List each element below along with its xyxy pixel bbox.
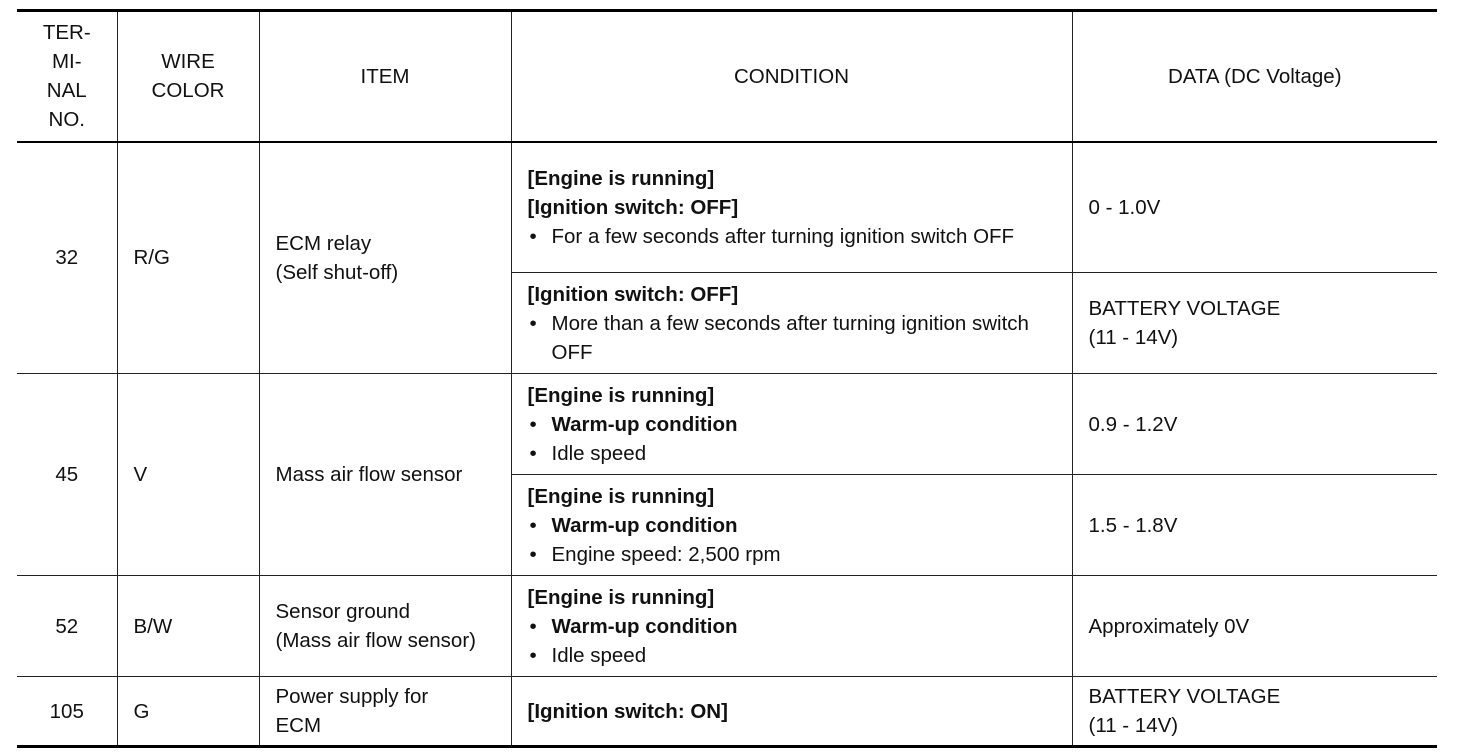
table-row <box>17 142 1437 273</box>
table-row <box>17 374 1437 475</box>
condition-heading: [Engine is running] <box>527 166 715 190</box>
item-cell <box>259 576 511 677</box>
condition-bullet: • Engine speed: 2,500 rpm <box>528 540 1060 569</box>
item-line: (Mass air flow sensor) <box>275 629 476 652</box>
ecm-terminal-table <box>17 9 1437 748</box>
header-data: DATA (DC Voltage) <box>1072 11 1437 142</box>
data-value: 0 - 1.0V <box>1072 142 1437 273</box>
item-line: (Self shut-off) <box>275 260 399 284</box>
condition-heading: [Ignition switch: OFF] <box>527 282 739 306</box>
item-line: ECM relay <box>275 231 372 255</box>
condition-heading: [Engine is running] <box>527 484 715 508</box>
item-line: Mass air flow sensor <box>275 463 463 486</box>
data-value: BATTERY VOLTAGE (11 - 14V) <box>1072 677 1437 747</box>
condition-bullet: • Warm-up condition <box>528 511 1060 540</box>
header-wire-color: WIRE COLOR <box>117 11 259 142</box>
condition-bullet: • Warm-up condition <box>528 612 1060 641</box>
wire-color: B/W <box>117 576 259 677</box>
data-value: BATTERY VOLTAGE (11 - 14V) <box>1072 273 1437 374</box>
condition-cell <box>511 475 1072 576</box>
terminal-number: 52 <box>17 576 117 677</box>
item-cell <box>259 374 511 576</box>
condition-bullet: • Idle speed <box>528 641 1060 670</box>
condition-bullet: • For a few seconds after turning ignition switch OFF <box>528 222 1060 251</box>
terminal-number: 32 <box>17 142 117 374</box>
item-line: Sensor ground <box>275 600 410 623</box>
terminal-number: 45 <box>17 374 117 576</box>
condition-cell <box>511 576 1072 677</box>
header-terminal: TER- MI- NAL NO. <box>17 11 117 142</box>
condition-heading: [Engine is running] <box>527 383 715 407</box>
header-condition: CONDITION <box>511 11 1072 142</box>
data-value: Approximately 0V <box>1072 576 1437 677</box>
header-row <box>17 11 1437 142</box>
terminal-number: 105 <box>17 677 117 747</box>
data-value: 0.9 - 1.2V <box>1072 374 1437 475</box>
item-cell <box>259 142 511 374</box>
item-cell <box>259 677 511 747</box>
wire-color: G <box>117 677 259 747</box>
condition-heading: [Ignition switch: OFF] <box>527 195 739 219</box>
wire-color: R/G <box>117 142 259 374</box>
data-value: 1.5 - 1.8V <box>1072 475 1437 576</box>
condition-heading: [Engine is running] <box>527 585 715 609</box>
table-row <box>17 576 1437 677</box>
condition-cell <box>511 677 1072 747</box>
item-line: Power supply for <box>275 685 429 708</box>
condition-cell <box>511 374 1072 475</box>
condition-bullet: • Warm-up condition <box>528 410 1060 439</box>
table-row <box>17 677 1437 747</box>
item-line: ECM <box>275 714 322 737</box>
wire-color: V <box>117 374 259 576</box>
condition-bullet: • More than a few seconds after turning ignition switch OFF <box>528 309 1060 367</box>
header-item: ITEM <box>259 11 511 142</box>
condition-bullet: • Idle speed <box>528 439 1060 468</box>
condition-heading: [Ignition switch: ON] <box>527 699 728 723</box>
condition-cell <box>511 142 1072 273</box>
condition-cell <box>511 273 1072 374</box>
